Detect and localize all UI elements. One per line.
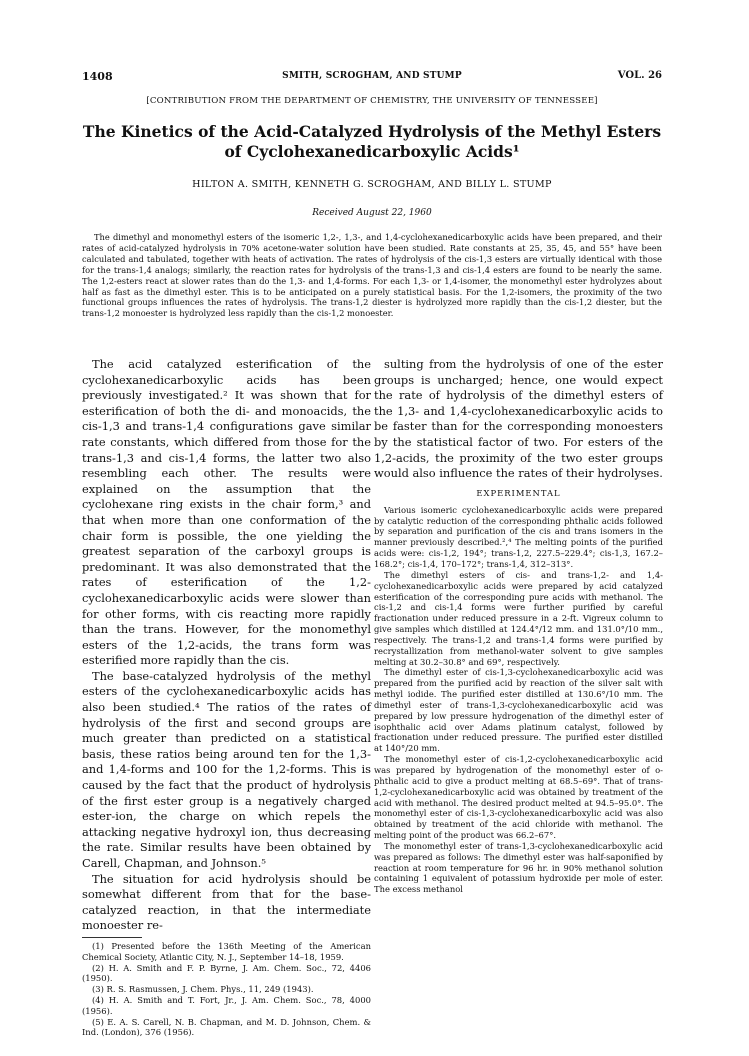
contribution-line: [CONTRIBUTION FROM THE DEPARTMENT OF CHEMISTRY, THE UNIVERSITY OF TENNESSEE] [146,96,598,106]
experimental-paragraph: Various isomeric cyclohexanedicarboxylic acids were prepared by catalytic reduction of the corresponding phthalic acids followed by separation and purification of the cis and trans isomers in the manner previously described.²,⁴ The melting points of the purified acids were: cis-1,2, 194°; trans-1,2, 227.5–229.4°; cis-1,3, 167.2–168.2°; cis-1,4, 170–172°; trans-1,4, 312–313°. [374,504,663,569]
body-paragraph: The situation for acid hydrolysis should be somewhat different from that for the base-catalyzed reaction, in that the intermediate monoester re- [82,871,371,933]
body-paragraph: The base-catalyzed hydrolysis of the methyl esters of the cyclohexanedicarboxylic acids has also been studied.⁴ The ratios of the rates of hydrolysis of the first and second groups are much greater than predicted on a statistical basis, these ratios being around ten for the 1,3- and 1,4-forms and 100 for the 1,2-forms. This is caused by the fact that the product of hydrolysis of the first ester group is a negatively charged ester-ion, the charge on which repels the attacking negative hydroxyl ion, thus decreasing the rate. Similar results have been obtained by Carell, Chapman, and Johnson.⁵ [82,668,371,870]
author-list: HILTON A. SMITH, KENNETH G. SCROGHAM, AND BILLY L. STUMP [192,179,552,190]
footnote: (4) H. A. Smith and T. Fort, Jr., J. Am. Chem. Soc., 78, 4000 (1956). [82,994,371,1016]
article-title: The Kinetics of the Acid-Catalyzed Hydrolysis of the Methyl Esters of Cyclohexanedicarboxylic Acids¹ [82,122,662,161]
body-paragraph: The acid catalyzed esterification of the cyclohexanedicarboxylic acids has been previously investigated.² It was shown that for esterification of both the di- and monoacids, the cis-1,3 and trans-1,4 configurations gave similar rate constants, which differed from those for the trans-1,3 and cis-1,4 forms, the latter two also resembling each other. The results were explained on the assumption that the cyclohexane ring exists in the chair form,³ and that when more than one conformation of the chair form is possible, the one yielding the greatest separation of the carboxyl groups is predominant. It was also demonstrated that the rates of esterification of the 1,2-cyclohexanedicarboxylic acids were slower than for other forms, with cis reacting more rapidly than the trans. However, for the monomethyl esters of the 1,2-acids, the trans form was esterified more rapidly than the cis. [82,357,371,668]
footnote: (1) Presented before the 136th Meeting of the American Chemical Society, Atlantic City, N. J., September 14–18, 1959. [82,940,371,962]
footnote: (5) E. A. S. Carell, N. B. Chapman, and M. D. Johnson, Chem. & Ind. (London), 376 (1956). [82,1016,371,1038]
running-authors: SMITH, SCROGHAM, AND STUMP [282,71,462,81]
experimental-paragraph: The dimethyl esters of cis- and trans-1,2- and 1,4-cyclohexanedicarboxylic acids were prepared by acid catalyzed esterification of the corresponding pure acids with methanol. The cis-1,2 and cis-1,4 forms were further purified by careful fractionation under reduced pressure in a 2-ft. Vigreux column to give samples which distilled at 124.4°/12 mm. and 131.0°/10 mm., respectively. The trans-1,2 and trans-1,4 forms were purified by recrystallization from methanol-water solvent to give samples melting at 30.2–30.8° and 69°, respectively. [374,569,663,667]
running-header [82,70,662,84]
footnote: (3) R. S. Rasmussen, J. Chem. Phys., 11, 249 (1943). [92,984,314,995]
experimental-paragraph: The monomethyl ester of cis-1,2-cyclohexanedicarboxylic acid was prepared by hydrogenation of the monomethyl ester of o-phthalic acid to give a product melting at 68.5–69°. That of trans-1,2-cyclohexanedicarboxylic acid was obtained by treatment of the acid with methanol. The desired product melted at 94.5–95.0°. The monomethyl ester of cis-1,3-cyclohexanedicarboxylic acid was also obtained by treatment of the acid chloride with methanol. The melting point of the product was 66.2–67°. [374,754,663,841]
experimental-paragraph: The dimethyl ester of cis-1,3-cyclohexanedicarboxylic acid was prepared from the purified acid by reaction of the silver salt with methyl iodide. The purified ester distilled at 130.6°/10 mm. The dimethyl ester of trans-1,3-cyclohexanedicarboxylic acid was prepared by low pressure hydrogenation of the dimethyl ester of isophthalic acid over Adams platinum catalyst, followed by fractionation under reduced pressure. The purified ester distilled at 140°/20 mm. [374,667,663,754]
footnote-divider [82,937,142,938]
section-heading: EXPERIMENTAL [476,487,561,498]
volume-label: VOL. 26 [617,70,662,81]
body-paragraph: sulting from the hydrolysis of one of the ester groups is uncharged; hence, one would expect the rate of hydrolysis of the dimethyl esters of the 1,3- and 1,4-cyclohexanedicarboxylic acids to be faster than for the corresponding monoesters by the statistical factor of two. For esters of the 1,2-acids, the proximity of the two ester groups would also influence the rates of their hydrolyses. [374,357,663,481]
right-column [374,357,663,895]
page-number: 1408 [82,70,113,83]
abstract: The dimethyl and monomethyl esters of the isomeric 1,2-, 1,3-, and 1,4-cyclohexanedicarboxylic acids have been prepared, and their rates of acid-catalyzed hydrolysis in 70% acetone-water solution have been studied. Rate constants at 25, 35, 45, and 55° have been calculated and tabulated, together with heats of activation. The rates of hydrolysis of the cis-1,3 esters are virtually identical with those for the trans-1,4 analogs; similarly, the reaction rates for hydrolysis of the trans-1,3 and cis-1,4 esters are found to be nearly the same. The 1,2-esters react at slower rates than do the 1,3- and 1,4-forms. For each 1,3- or 1,4-isomer, the monomethyl ester hydrolyzes about half as fast as the dimethyl ester. This is to be anticipated on a purely statistical basis. For the 1,2-isomers, the proximity of the two functional groups influences the rates of hydrolysis. The trans-1,2 diester is hydrolyzed more rapidly than the cis-1,2 diester, but the trans-1,2 monoester is hydrolyzed less rapidly than the cis-1,2 monoester. [82,232,662,319]
experimental-paragraph: The monomethyl ester of trans-1,3-cyclohexanedicarboxylic acid was prepared as follows: The dimethyl ester was half-saponified by reaction at room temperature for 96 hr. in 90% methanol solution containing 1 equivalent of potassium hydroxide per mole of ester. The excess methanol [374,840,663,895]
received-date: Received August 22, 1960 [312,208,432,218]
footnote: (2) H. A. Smith and F. P. Byrne, J. Am. Chem. Soc., 72, 4406 (1950). [82,962,371,984]
left-column [82,357,371,1038]
